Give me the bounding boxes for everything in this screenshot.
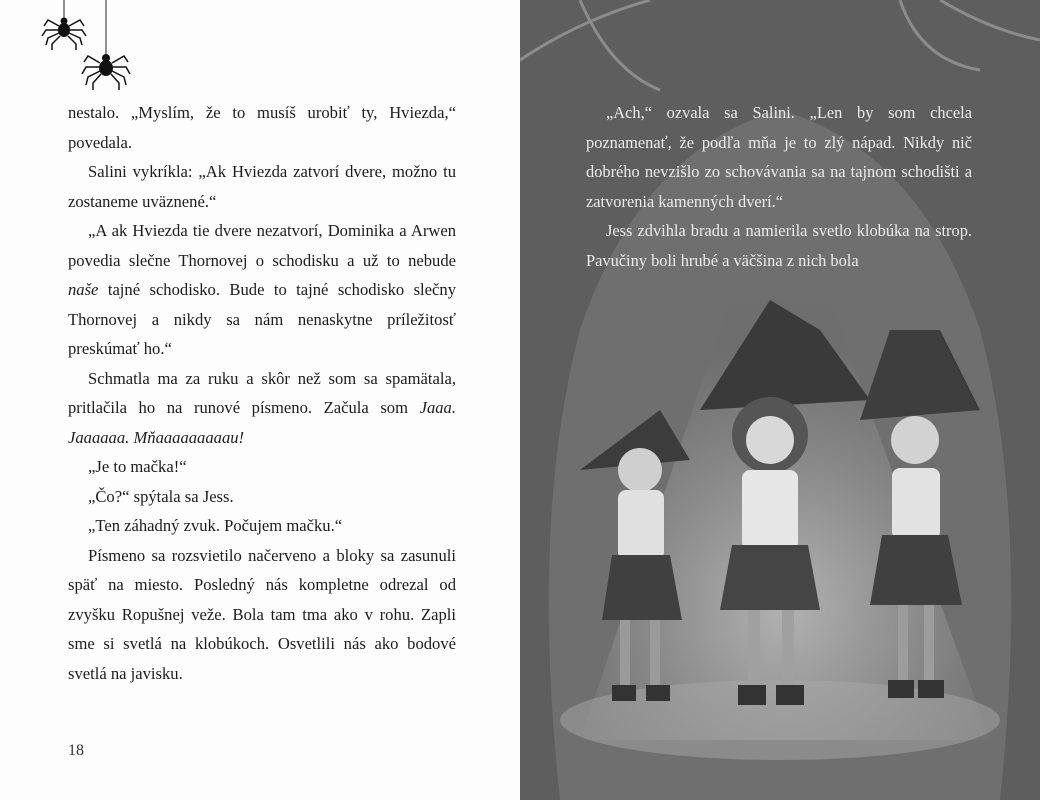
right-page (520, 0, 1040, 800)
paragraph: Písmeno sa rozsvietilo načerveno a bloky sa zasunuli späť na miesto. Posledný nás kompletne odrezal od zvyšku Ropušnej veže. Bola tam tma ako v rohu. Zapli sme si svetlá na klobúkoch. Osvetlili nás ako bodové svetlá na javisku. (68, 545, 456, 683)
emphasis: naše (68, 280, 99, 299)
paragraph: „Ten záhadný zvuk. Počujem mačku.“ (88, 516, 343, 535)
body-text (586, 98, 972, 275)
paragraph: „A ak Hviezda tie dvere nezatvorí, Dominika a Arwen povedia slečne Thornovej o schodisku a už to nebude naše tajné schodisko. Bude to tajné schodisko slečny Thornovej a nikdy sa nám nenaskytne príležitosť preskúmať ho.“ (68, 221, 456, 358)
paragraph: „Čo?“ spýtala sa Jess. (88, 486, 234, 506)
spider-decoration (36, 0, 146, 100)
paragraph: „Je to mačka!“ (88, 457, 187, 476)
spider-icon (82, 0, 130, 90)
emphasis: Jaaa. Jaaaaaa. Mňaaaaaaaaau! (68, 398, 456, 447)
spider-icon (42, 0, 86, 50)
page-number: 18 (68, 742, 84, 759)
paragraph: „Ach,“ ozvala sa Salini. „Len by som chcela poznamenať, že podľa mňa je to zlý nápad. Nikdy nič dobrého nevzišlo zo schovávania sa na tajnom schodišti a zatvorenia kamenných dverí.“ (586, 103, 972, 211)
paragraph: Schmatla ma za ruku a skôr než som sa spamätala, pritlačila ho na runové písmeno. Začula som Jaaa. Jaaaaaa. Mňaaaaaaaaau! (68, 368, 456, 447)
body-text (68, 98, 456, 688)
paragraph: Jess zdvihla bradu a namierila svetlo klobúka na strop. Pavučiny boli hrubé a väčšina z nich bola (586, 221, 972, 270)
paragraph: nestalo. „Myslím, že to musíš urobiť ty, Hviezda,“ povedala. (68, 103, 456, 152)
paragraph: Salini vykríkla: „Ak Hviezda zatvorí dvere, možno tu zostaneme uväznené.“ (68, 162, 456, 211)
